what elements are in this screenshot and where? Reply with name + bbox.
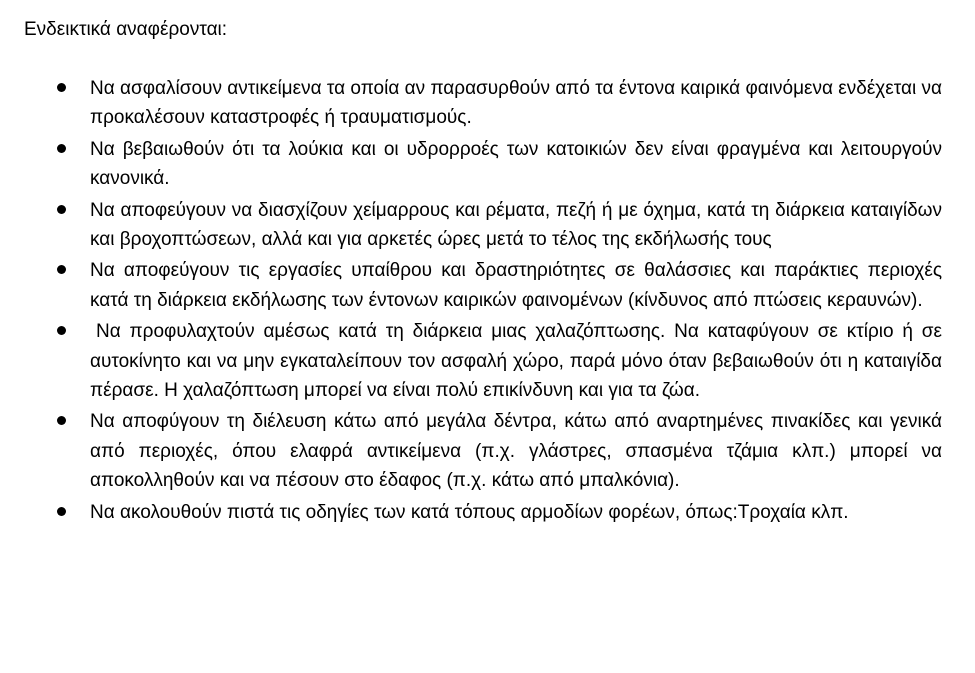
- list-item: [0, 196, 975, 255]
- list-item-text: Να ασφαλίσουν αντικείμενα τα οποία αν παρασυρθούν από τα έντονα καιρικά φαινόμενα ενδέχεται να προκαλέσουν καταστροφές ή τραυματισμούς.: [90, 78, 942, 129]
- advice-list: [0, 74, 975, 529]
- list-item: [0, 407, 975, 495]
- list-item: [0, 317, 975, 405]
- list-item-text: Να αποφεύγουν να διασχίζουν χείμαρρους και ρέματα, πεζή ή με όχημα, κατά τη διάρκεια καταιγίδων και βροχοπτώσεων, αλλά και για αρκετές ώρες μετά το τέλος της εκδήλωσής τους: [90, 199, 942, 251]
- bullet-icon: [57, 144, 66, 153]
- list-item: [0, 498, 975, 527]
- bullet-icon: [57, 416, 66, 425]
- bullet-icon: [57, 507, 66, 516]
- list-item-text: Να προφυλαχτούν αμέσως κατά τη διάρκεια μιας χαλαζόπτωσης. Να καταφύγουν σε κτίριο ή σε αυτοκίνητο και να μην εγκαταλείπουν τον ασφαλή χώρο, παρά μόνο όταν βεβαιωθούν ότι η καταιγίδα πέρασε. Η χαλαζόπτωση μπορεί να είναι πολύ επικίνδυνη και για τα ζώα.: [90, 321, 942, 402]
- list-item-text: Να αποφύγουν τη διέλευση κάτω από μεγάλα δέντρα, κάτω από αναρτημένες πινακίδες και γενικά από περιοχές, όπου ελαφρά αντικείμενα (π.χ. γλάστρες, σπασμένα τζάμια κλπ.) μπορεί να αποκολληθούν και να πέσουν στο έδαφος (π.χ. κάτω από μπαλκόνια).: [90, 411, 942, 492]
- list-item: [0, 135, 975, 194]
- list-item: [0, 74, 975, 133]
- list-item-text: Να ακολουθούν πιστά τις οδηγίες των κατά τόπους αρμοδίων φορέων, όπως:Τροχαία κλπ.: [90, 501, 849, 523]
- list-item: [0, 256, 975, 315]
- bullet-icon: [57, 326, 66, 335]
- bullet-icon: [57, 265, 66, 274]
- list-item-text: Να βεβαιωθούν ότι τα λούκια και οι υδρορροές των κατοικιών δεν είναι φραγμένα και λειτουργούν κανονικά.: [90, 138, 942, 190]
- list-item-text: Να αποφεύγουν τις εργασίες υπαίθρου και δραστηριότητες σε θαλάσσιες και παράκτιες περιοχές κατά τη διάρκεια εκδήλωσης των έντονων καιρικών φαινομένων (κίνδυνος από πτώσεις κεραυνών).: [90, 260, 942, 311]
- bullet-icon: [57, 205, 66, 214]
- intro-text: Ενδεικτικά αναφέρονται:: [24, 19, 228, 40]
- bullet-icon: [57, 83, 66, 92]
